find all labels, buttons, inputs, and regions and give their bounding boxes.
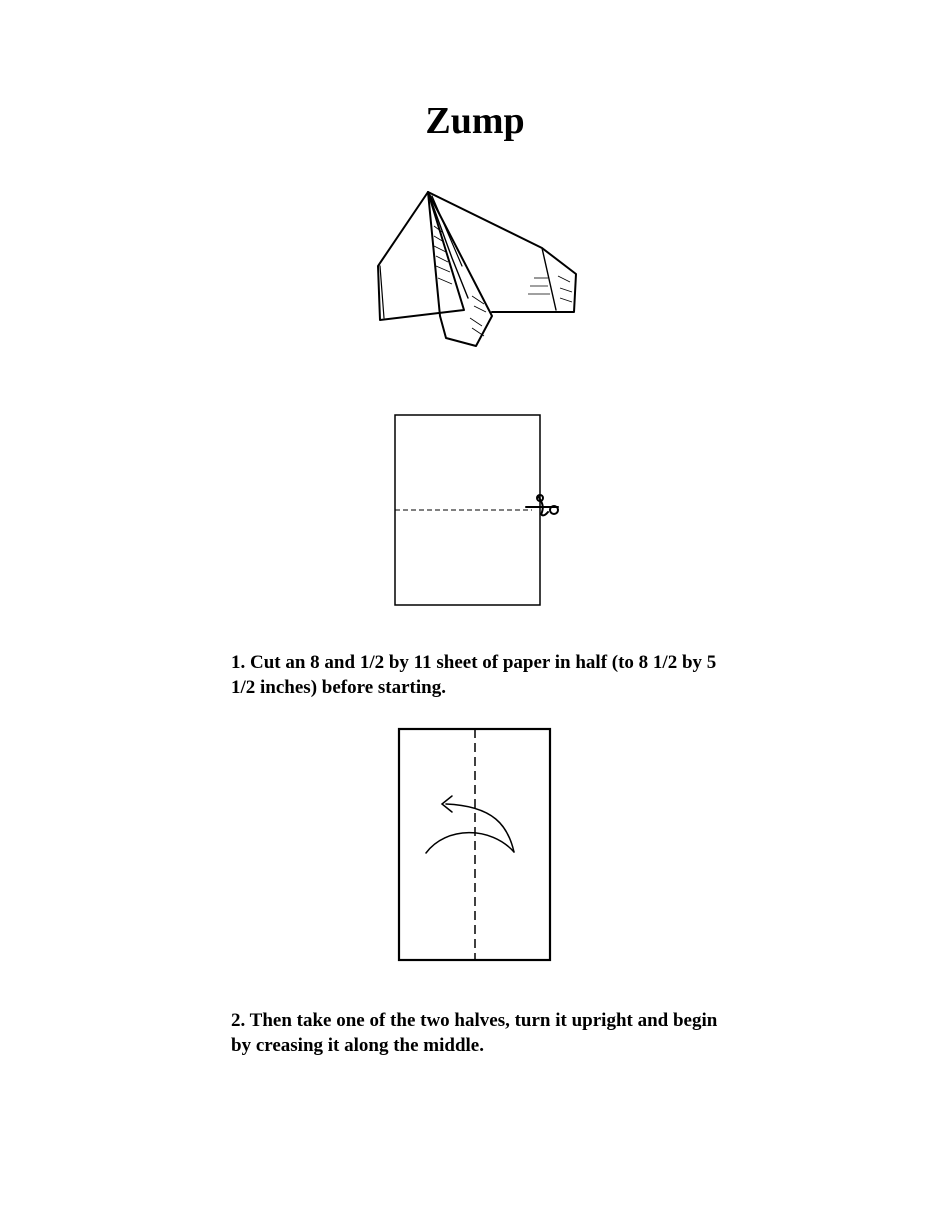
step-1-text: 1. Cut an 8 and 1/2 by 11 sheet of paper in half (to 8 1/2 by 5 1/2 inches) before starting. xyxy=(231,652,717,698)
scissors-icon xyxy=(526,495,558,515)
crease-sheet-diagram xyxy=(396,726,554,964)
page-title: Zump xyxy=(425,100,525,142)
paper-airplane-illustration xyxy=(372,186,580,350)
fold-arrow-icon xyxy=(426,796,514,853)
cut-sheet-diagram xyxy=(392,412,564,610)
step-2-text: 2. Then take one of the two halves, turn it upright and begin by creasing it along the middle. xyxy=(231,1010,718,1056)
